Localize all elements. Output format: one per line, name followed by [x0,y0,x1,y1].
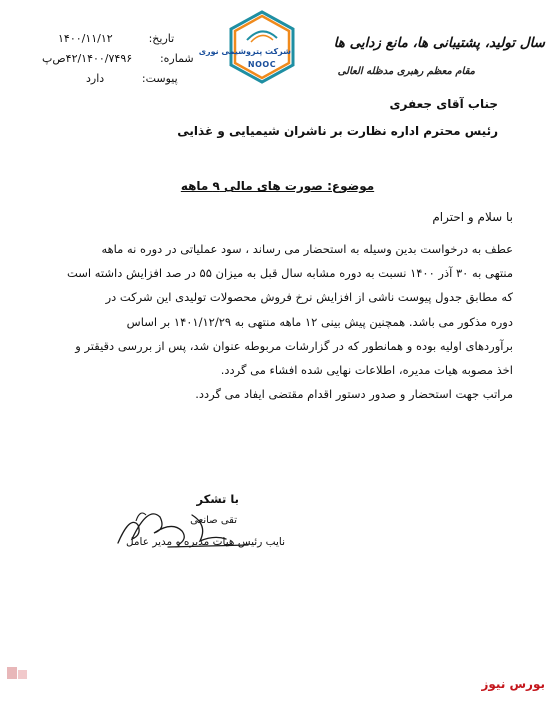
body-line: عطف به درخواست بدین وسیله به استحضار می رساند ، سود عملیاتی در دوره نه ماهه [101,242,513,256]
attachment-row [86,72,178,85]
date-label: تاریخ: [148,32,175,45]
signer-title: نایب رئیس هیات مدیره و مدیر عامل [125,536,285,548]
closing-text: با تشکر [196,492,239,506]
body-line: مراتب جهت استحضار و صدور دستور اقدام مقتضی ایفاد می گردد. [195,387,513,402]
date-row [58,32,174,45]
handwritten-signature [108,495,258,555]
letter-body [38,237,513,406]
body-line: اخذ مصوبه هیات مدیره، اطلاعات نهایی شده افشاء می گردد. [220,362,513,377]
watermark-icon [6,664,28,684]
signer-name: تقی صانعی [190,515,237,526]
number-value: ۴۲/۱۴۰۰/۷۴۹۶ص‌پ [42,52,133,65]
recipient-name: جناب آقای جعفری [389,97,498,111]
logo-abbreviation: NOOC [247,60,277,69]
number-label: شماره: [159,52,194,65]
body-line: منتهی به ۳۰ آذر ۱۴۰۰ نسبت به دوره مشابه سال قبل به میزان ۵۵ در صد افزایش داشته است [66,266,513,281]
subject-line: موضوع: صورت های مالی ۹ ماهه [180,179,375,193]
watermark-logo [6,664,28,684]
logo-company-name: شرکت پتروشیمی نوری [198,47,291,56]
year-slogan: سال تولید، پشتیبانی ها، مانع زدایی ها [333,35,545,51]
attachment-label: پیوست: [141,72,178,85]
company-logo [198,10,297,84]
recipient-title: رئیس محترم اداره نظارت بر ناشران شیمیایی و غذایی [177,124,498,138]
number-row [42,52,194,65]
body-line: برآوردهای اولیه بوده و همانطور که در گزارشات مربوطه عنوان شد، پس از بررسی دقیقتر و [75,338,513,353]
leader-quote: مقام معظم رهبری مدظله العالی [337,66,475,77]
body-line: دوره مذکور می باشد. همچنین پیش بینی ۱۲ ماهه منتهی به ۱۴۰۱/۱۲/۲۹ بر اساس [126,314,513,329]
greeting: با سلام و احترام [432,210,513,224]
attachment-value: دارد [86,72,105,85]
bourse-news-watermark: بورس نیوز [481,677,545,691]
body-line: که مطابق جدول پیوست ناشی از افزایش نرخ فروش محصولات تولیدی این شرکت در [105,290,513,305]
date-value: ۱۴۰۰/۱۱/۱۲ [58,32,113,45]
